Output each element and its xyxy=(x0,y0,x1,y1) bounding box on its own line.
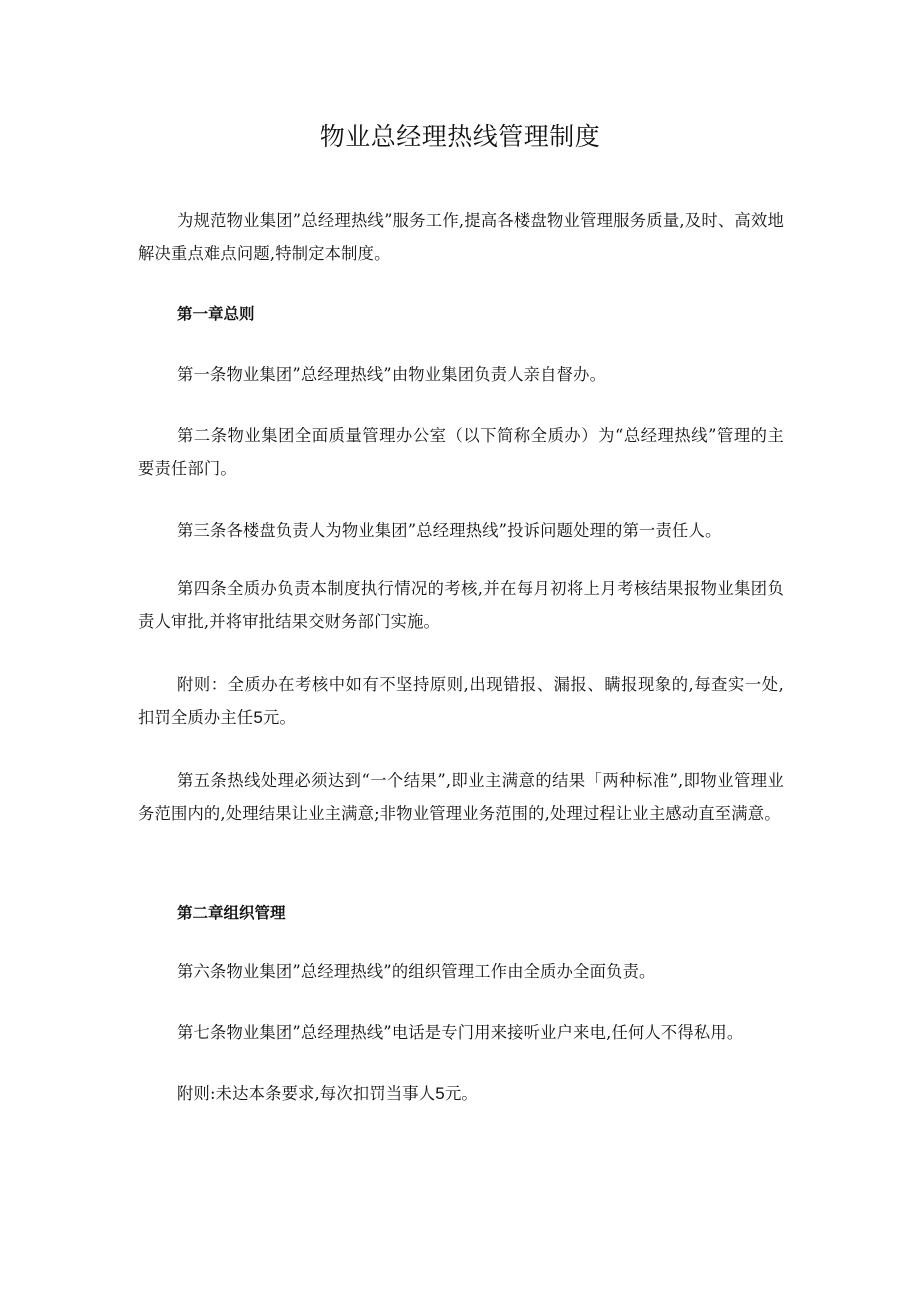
article-1: 第一条物业集团”总经理热线”由物业集团负责人亲自督办。 xyxy=(177,365,607,384)
appendix-1 xyxy=(138,668,784,734)
intro-paragraph: 为规范物业集团”总经理热线”服务工作,提高各楼盘物业管理服务质量,及时、高效地解决重点难点问题,特制定本制度。 xyxy=(138,211,784,263)
appendix-2-unit: 元。 xyxy=(444,1084,478,1103)
article-3: 第三条各楼盘负责人为物业集团”总经理热线”投诉问题处理的第一责任人。 xyxy=(177,521,722,540)
appendix-2-amount: 5 xyxy=(435,1084,445,1103)
article-6: 第六条物业集团”总经理热线”的组织管理工作由全质办全面负责。 xyxy=(177,962,656,981)
article-5: 第五条热线处理必须达到“一个结果”,即业主满意的结果「两种标准”,即物业管理业务范围内的,处理结果让业主满意;非物业管理业务范围的,处理过程让业主感动直至满意。 xyxy=(138,771,784,823)
chapter-1-heading: 第一章总则 xyxy=(177,305,255,323)
appendix-2 xyxy=(138,1077,784,1110)
appendix-1-text: 附则：全质办在考核中如有不坚持原则,出现错报、漏报、瞒报现象的,每查实一处,扣罚全质办主任 xyxy=(138,675,784,727)
article-7: 第七条物业集团”总经理热线”电话是专门用来接听业户来电,任何人不得私用。 xyxy=(177,1023,744,1042)
document-title: 物业总经理热线管理制度 xyxy=(319,122,601,151)
chapter-2-heading: 第二章组织管理 xyxy=(177,904,286,922)
appendix-2-text: 附则:未达本条要求,每次扣罚当事人 xyxy=(177,1084,436,1103)
appendix-1-amount: 5 xyxy=(253,708,264,727)
appendix-1-unit: 元。 xyxy=(263,708,296,727)
article-2: 第二条物业集团全面质量管理办公室（以下简称全质办）为“总经理热线”管理的主要责任部门。 xyxy=(138,426,784,478)
article-4: 第四条全质办负责本制度执行情况的考核,并在每月初将上月考核结果报物业集团负责人审批,并将审批结果交财务部门实施。 xyxy=(138,579,784,631)
